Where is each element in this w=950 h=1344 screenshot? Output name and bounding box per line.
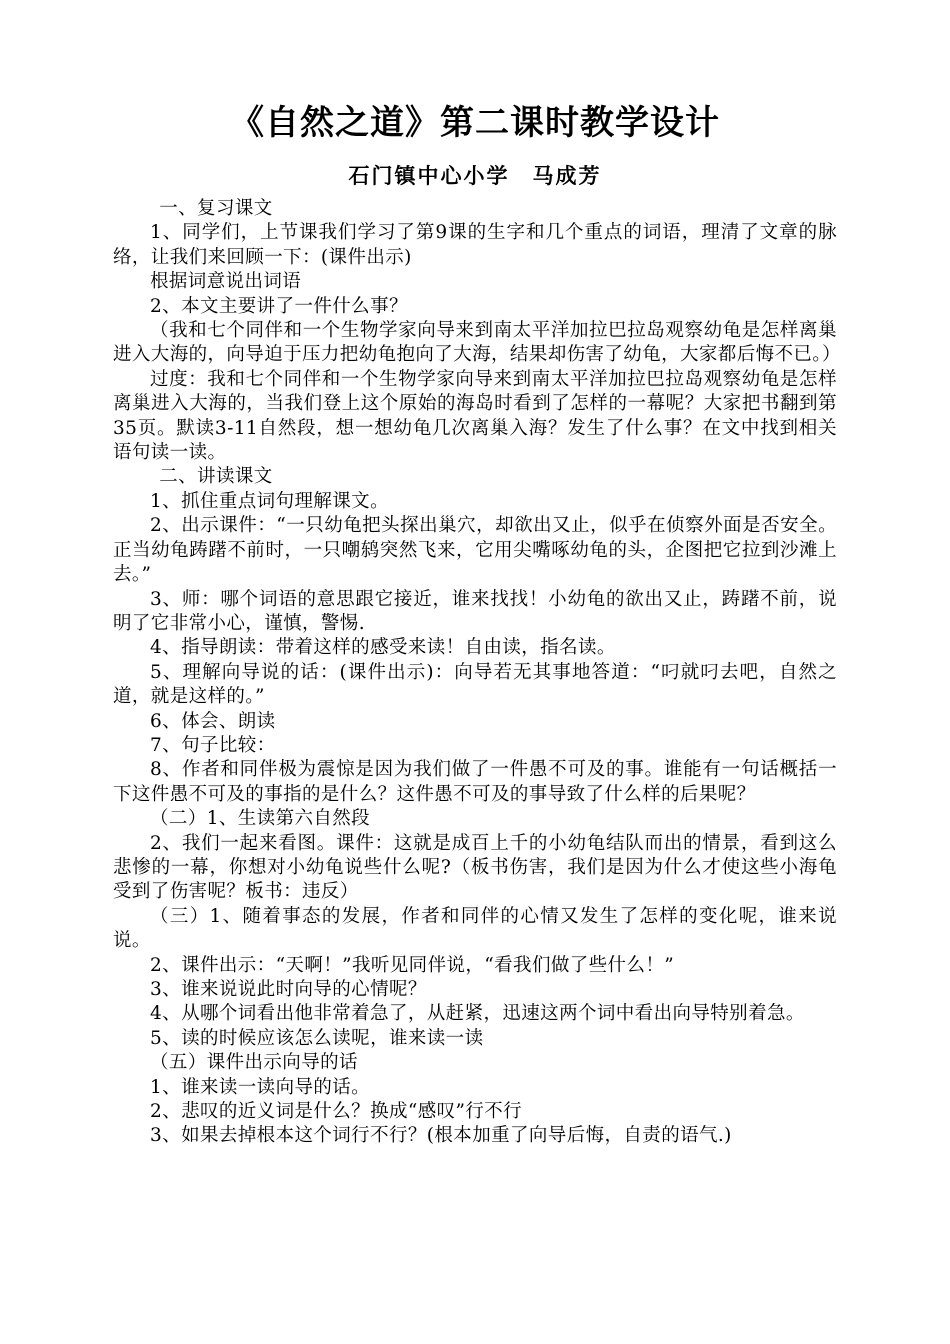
paragraph: 4、指导朗读：带着这样的感受来读！自由读，指名读。 xyxy=(150,637,616,659)
paragraph: 根据词意说出词语 xyxy=(150,271,302,293)
paragraph: 2、本文主要讲了一件什么事？ xyxy=(150,295,408,317)
document-body xyxy=(113,197,841,1149)
author-line: 石门镇中心小学 马成芳 xyxy=(348,163,602,188)
section-heading: 一、复习课文 xyxy=(159,198,273,219)
paragraph: 过度：我和七个同伴和一个生物学家向导来到南太平洋加拉巴拉岛观察幼龟是怎样离巢进入大海的，当我们登上这个原始的海岛时看到了怎样的一幕呢？大家把书翻到第35页。默读3-11自然段，想一想幼龟几次离巢入海？发生了什么事？在文中找到相关语句读一读。 xyxy=(113,368,837,464)
paragraph: 3、如果去掉根本这个词行不行？(根本加重了向导后悔，自责的语气.) xyxy=(150,1125,732,1147)
paragraph: 1、谁来读一读向导的话。 xyxy=(150,1076,371,1098)
paragraph: 3、师：哪个词语的意思跟它接近，谁来找找！小幼龟的欲出又止，踌躇不前，说明了它非常小心，谨慎，警惕. xyxy=(113,588,837,634)
paragraph: 2、出示课件：“一只幼龟把头探出巢穴，却欲出又止，似乎在侦察外面是否安全。正当幼龟踌躇不前时，一只嘲鸫突然飞来，它用尖嘴啄幼龟的头，企图把它拉到沙滩上去。” xyxy=(113,515,837,586)
paragraph: 5、读的时候应该怎么读呢，谁来读一读 xyxy=(150,1027,484,1049)
paragraph: 2、课件出示：“天啊！”我听见同伴说，“看我们做了些什么！” xyxy=(150,954,675,976)
paragraph: 4、从哪个词看出他非常着急了，从赶紧，迅速这两个词中看出向导特别着急。 xyxy=(150,1003,805,1025)
paragraph: 5、理解向导说的话：(课件出示)：向导若无其事地答道：“叼就叼去吧，自然之道，就是这样的。” xyxy=(113,661,837,708)
paragraph: 6、体会、朗读 xyxy=(150,710,276,732)
paragraph: 7、句子比较： xyxy=(150,734,276,756)
section-heading: 二、讲读课文 xyxy=(159,466,273,488)
paragraph: （二）1、生读第六自然段 xyxy=(150,808,371,830)
paragraph: 2、我们一起来看图。课件：这就是成百上千的小幼龟结队而出的情景，看到这么悲惨的一幕，你想对小幼龟说些什么呢?（板书伤害，我们是因为什么才使这些小海龟受到了伤害呢？板书：违反） xyxy=(113,832,837,903)
paragraph: （五）课件出示向导的话 xyxy=(150,1052,358,1074)
paragraph: 1、同学们，上节课我们学习了第9课的生字和几个重点的词语，理清了文章的脉络，让我们来回顾一下：(课件出示) xyxy=(113,222,837,268)
paragraph: 2、悲叹的近义词是什么？换成“感叹”行不行 xyxy=(150,1101,523,1123)
paragraph: 1、抓住重点词句理解课文。 xyxy=(150,490,389,512)
paragraph: 3、谁来说说此时向导的心情呢？ xyxy=(150,979,427,1000)
paragraph: 8、作者和同伴极为震惊是因为我们做了一件愚不可及的事。谁能有一句话概括一下这件愚不可及的事指的是什么？这件愚不可及的事导致了什么样的后果呢？ xyxy=(113,759,837,805)
document-title: 《自然之道》第二课时教学设计 xyxy=(230,103,720,143)
paragraph: （三）1、随着事态的发展，作者和同伴的心情又发生了怎样的变化呢，谁来说说。 xyxy=(113,905,837,952)
paragraph: （我和七个同伴和一个生物学家向导来到南太平洋加拉巴拉岛观察幼龟是怎样离巢进入大海的，向导迫于压力把幼龟抱向了大海，结果却伤害了幼龟，大家都后悔不已。） xyxy=(113,320,841,366)
